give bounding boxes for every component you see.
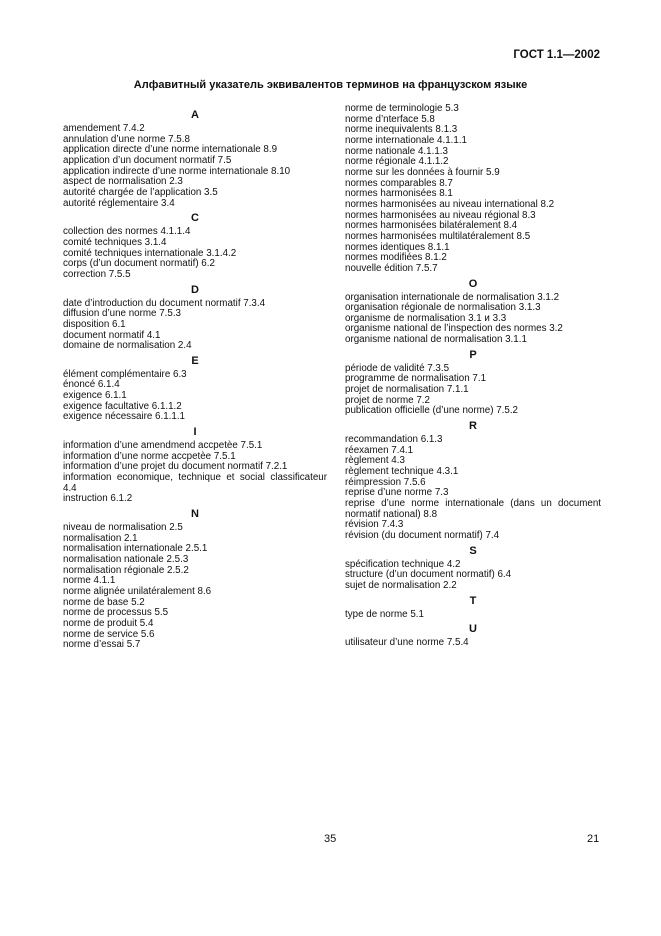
index-entry: norme régionale 4.1.1.2: [345, 156, 449, 168]
index-entry: information d’une amendmend accpetèe 7.5.1: [63, 440, 263, 452]
page-number-center: 35: [324, 833, 337, 845]
index-entry: sujet de normalisation 2.2: [345, 579, 457, 591]
index-entry: annulation d’une norme 7.5.8: [63, 133, 190, 145]
index-entry: diffusion d’une norme 7.5.3: [63, 308, 182, 320]
index-entry: norme d’nterface 5.8: [345, 113, 435, 125]
index-entry: document normatif 4.1: [63, 329, 161, 341]
index-entry: norme de terminologie 5.3: [345, 103, 459, 114]
index-entry: reprise d’une norme internationale (dans un document normatif national) 8.8: [345, 498, 601, 520]
index-entry: recommandation 6.1.3: [345, 434, 443, 446]
index-column-left: [63, 106, 327, 651]
index-letter-heading: O: [468, 277, 478, 290]
index-entry: réimpression 7.5.6: [345, 476, 426, 488]
index-entry: utilisateur d’une norme 7.5.4: [345, 637, 469, 649]
index-entry: information d’une norme accpetèe 7.5.1: [63, 450, 236, 462]
index-letter-heading: A: [191, 109, 199, 121]
index-entry: normes comparables 8.7: [345, 177, 453, 189]
index-entry: normes harmonisées au niveau régional 8.3: [345, 209, 536, 221]
index-entry: date d’introduction du document normatif 7.3.4: [63, 297, 266, 309]
index-entry: révision 7.4.3: [345, 519, 404, 531]
index-entry: collection des normes 4.1.1.4: [63, 226, 191, 238]
index-entry: publication officielle (d’une norme) 7.5.2: [345, 405, 519, 417]
index-entry: règlement technique 4.3.1: [345, 466, 459, 478]
index-entry: période de validité 7.3.5: [345, 362, 450, 374]
index-entry: normes identiques 8.1.1: [345, 241, 450, 253]
index-entry: norme de base 5.2: [63, 596, 145, 608]
index-entry: comité techniques internationale 3.1.4.2: [63, 247, 237, 259]
index-letter-heading: I: [193, 426, 197, 439]
document-designation: ГОСТ 1.1—2002: [513, 49, 600, 61]
index-entry: application directe d’une norme internationale 8.9: [63, 144, 278, 156]
index-entry: amendement 7.4.2: [63, 123, 145, 134]
index-entry: information d’une projet du document normatif 7.2.1: [63, 461, 288, 473]
index-letter-heading: D: [191, 283, 199, 296]
index-entry: structure (d’un document normatif) 6.4: [345, 569, 512, 581]
index-entry: normalisation nationale 2.5.3: [63, 554, 189, 565]
index-letter-heading: T: [469, 594, 477, 607]
index-entry: révision (du document normatif) 7.4: [345, 529, 500, 541]
index-entry: niveau de normalisation 2.5: [63, 522, 183, 534]
index-entry: exigence 6.1.1: [63, 390, 127, 402]
index-entry: norme de processus 5.5: [63, 607, 169, 619]
index-letter-heading: E: [191, 354, 199, 367]
index-entry: organisation régionale de normalisation 3.1.3: [345, 302, 541, 314]
index-entry: application d’un document normatif 7.5: [63, 154, 232, 166]
index-entry: énoncé 6.1.4: [63, 379, 120, 391]
index-entry: reprise d’une norme 7.3: [345, 487, 449, 499]
index-entry: corps (d’un document normatif) 6.2: [63, 258, 215, 270]
index-entry: comité techniques 3.1.4: [63, 236, 167, 248]
index-entry: instruction 6.1.2: [63, 493, 133, 505]
page-number-right: 21: [587, 833, 600, 845]
index-entry: aspect de normalisation 2.3: [63, 176, 183, 188]
index-entry: autorité réglementaire 3.4: [63, 197, 175, 209]
index-entry: exigence nécessaire 6.1.1.1: [63, 411, 185, 423]
index-entry: norme d’essai 5.7: [63, 639, 141, 651]
index-entry: disposition 6.1: [63, 318, 126, 330]
index-entry: norme internationale 4.1.1.1: [345, 134, 467, 146]
index-entry: règlement 4.3: [345, 455, 405, 467]
index-entry: élément complémentaire 6.3: [63, 368, 187, 380]
index-entry: domaine de normalisation 2.4: [63, 340, 192, 352]
index-entry: information economique, technique et social classificateur 4.4: [63, 472, 327, 494]
index-entry: organisation internationale de normalisation 3.1.2: [345, 291, 560, 303]
index-entry: normalisation régionale 2.5.2: [63, 564, 189, 576]
index-entry: norme 4.1.1: [63, 575, 116, 587]
index-letter-heading: S: [469, 544, 477, 557]
index-entry: normes harmonisées 8.1: [345, 188, 453, 200]
index-entry: norme de produit 5.4: [63, 617, 154, 629]
index-entry: normalisation 2.1: [63, 532, 138, 544]
index-column-right: [345, 104, 601, 649]
index-entry: organisme national de l’inspection des normes 3.2: [345, 323, 563, 335]
index-entry: organisme national de normalisation 3.1.1: [345, 334, 527, 346]
index-entry: organisme de normalisation 3.1 и 3.3: [345, 312, 507, 324]
index-entry: norme nationale 4.1.1.3: [345, 145, 448, 157]
index-entry: norme de service 5.6: [63, 628, 155, 640]
index-entry: normes harmonisées bilatéralement 8.4: [345, 220, 518, 232]
index-letter-heading: U: [469, 623, 477, 636]
index-entry: normalisation internationale 2.5.1: [63, 543, 208, 555]
index-letter-heading: P: [469, 348, 477, 361]
index-letter-heading: C: [191, 212, 199, 225]
index-entry: spécification technique 4.2: [345, 558, 461, 570]
index-entry: norme inequivalents 8.1.3: [345, 124, 458, 136]
index-entry: normes harmonisées multilatéralement 8.5: [345, 230, 531, 242]
index-letter-heading: R: [469, 420, 477, 433]
index-entry: réexamen 7.4.1: [345, 444, 414, 456]
index-entry: normes harmonisées au niveau international 8.2: [345, 198, 555, 210]
index-entry: nouvelle édition 7.5.7: [345, 262, 438, 274]
index-letter-heading: N: [191, 508, 199, 521]
index-entry: norme sur les données à fournir 5.9: [345, 166, 500, 178]
index-entry: autorité chargée de l’application 3.5: [63, 186, 218, 198]
index-entry: application indirecte d’une norme internationale 8.10: [63, 165, 291, 177]
index-entry: programme de normalisation 7.1: [345, 373, 487, 385]
index-entry: normes modifiées 8.1.2: [345, 252, 447, 264]
index-entry: correction 7.5.5: [63, 268, 131, 280]
index-entry: type de norme 5.1: [345, 608, 424, 620]
page-title: Алфавитный указатель эквивалентов терминов на французском языке: [133, 79, 528, 91]
index-entry: projet de norme 7.2: [345, 394, 430, 406]
index-entry: projet de normalisation 7.1.1: [345, 384, 469, 396]
index-entry: exigence facultative 6.1.1.2: [63, 400, 182, 412]
index-entry: norme alignée unilatéralement 8.6: [63, 585, 212, 597]
